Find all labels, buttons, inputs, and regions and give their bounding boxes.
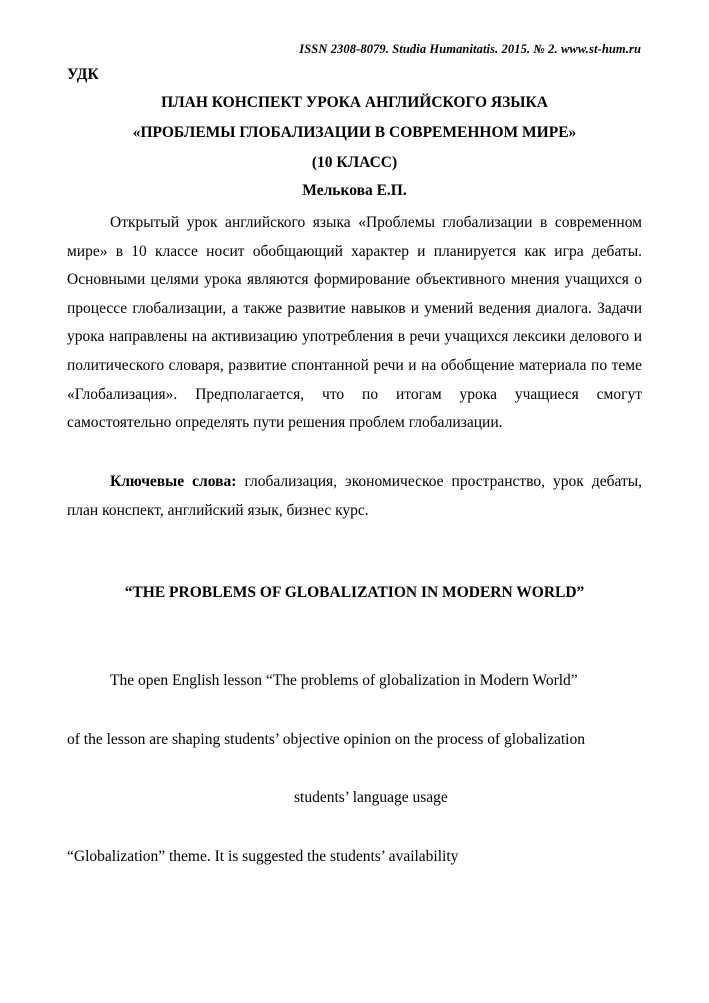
english-text-line: “Globalization” theme. It is suggested the students’ availability bbox=[67, 848, 459, 865]
english-text-line: of the lesson are shaping students’ objective opinion on the process of globalization bbox=[67, 731, 585, 748]
keywords-text: глобализация, экономическое пространство, урок дебаты, план конспект, английский язык, бизнес курс. bbox=[67, 473, 643, 519]
english-title: “THE PROBLEMS OF GLOBALIZATION IN MODERN WORLD” bbox=[124, 584, 585, 601]
author-name: Мелькова Е.П. bbox=[302, 182, 407, 199]
running-head: ISSN 2308-8079. Studia Humanitatis. 2015. № 2. www.st-hum.ru bbox=[299, 42, 641, 56]
keywords-label: Ключевые слова: bbox=[110, 473, 237, 490]
udk-label: УДК bbox=[67, 66, 99, 83]
title-line-3: (10 КЛАСС) bbox=[311, 154, 398, 171]
abstract-paragraph: Открытый урок английского языка «Проблемы глобализации в современном мире» в 10 классе носит обобщающий характер и планируется как игра дебаты. Основными целями урока являются формирование объективного мнения учащихся о процессе глобализации, а также развитие навыков и умений ведения диалога. Задачи урока направлены на активизацию употребления в речи учащихся лексики делового и политического словаря, развитие спонтанной речи и на обобщение материала по теме «Глобализация». Предполагается, что по итогам урока учащиеся смогут самостоятельно определять пути решения проблем глобализации. bbox=[67, 214, 642, 432]
title-line-2: «ПРОБЛЕМЫ ГЛОБАЛИЗАЦИИ В СОВРЕМЕННОМ МИРЕ» bbox=[132, 124, 577, 141]
title-line-1: ПЛАН КОНСПЕКТ УРОКА АНГЛИЙСКОГО ЯЗЫКА bbox=[161, 94, 548, 111]
english-text-line: students’ language usage bbox=[294, 789, 448, 806]
keywords-paragraph bbox=[67, 468, 642, 525]
english-text-line: The open English lesson “The problems of globalization in Modern World” bbox=[110, 672, 578, 689]
